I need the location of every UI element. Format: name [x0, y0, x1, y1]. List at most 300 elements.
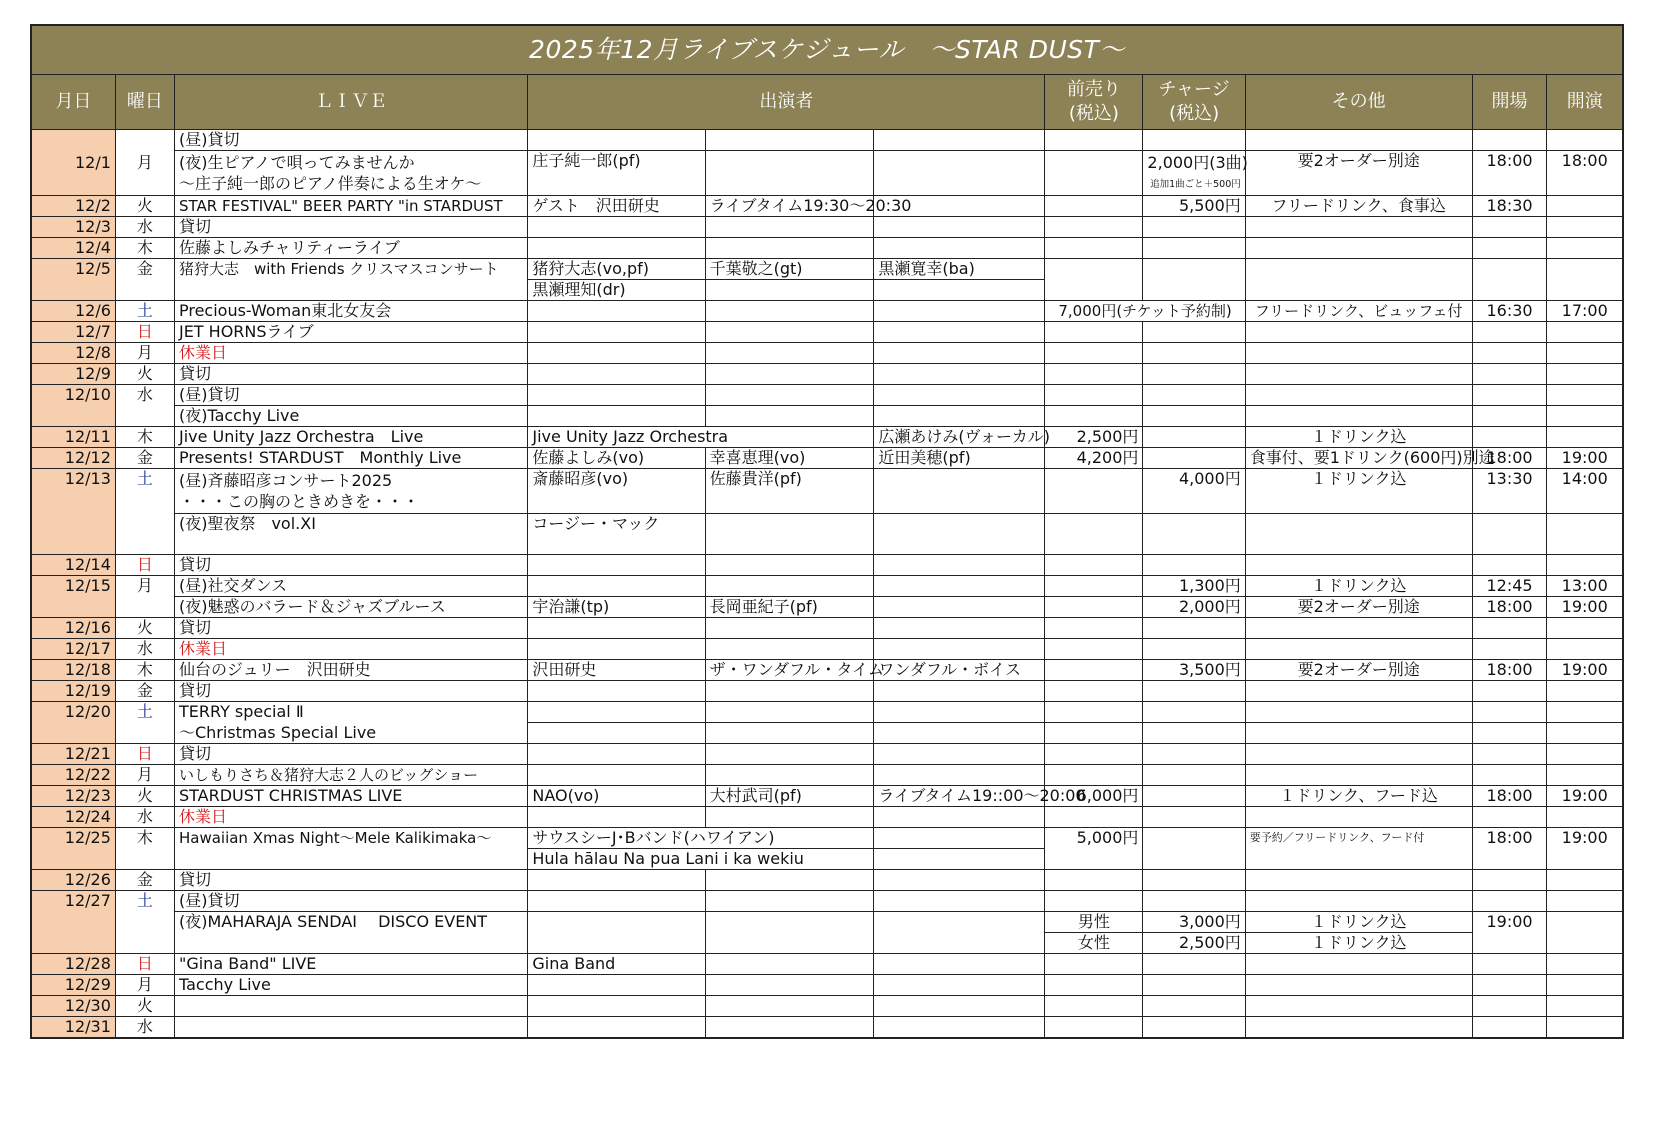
performer-cell: 長岡亜紀子(pf): [705, 597, 874, 618]
empty-cell: [874, 597, 1045, 618]
empty-cell: [1045, 996, 1143, 1017]
empty-cell: [1245, 891, 1472, 912]
weekday-cell: 金: [115, 448, 174, 469]
date-cell: 12/28: [31, 954, 115, 975]
performer-cell: 佐藤よしみ(vo): [528, 448, 705, 469]
date-cell: 12/8: [31, 343, 115, 364]
weekday-cell: 日: [115, 954, 174, 975]
doors-cell: 18:00: [1472, 597, 1547, 618]
empty-cell: [705, 954, 874, 975]
empty-cell: [1245, 514, 1472, 555]
empty-cell: [1045, 681, 1143, 702]
empty-cell: [528, 555, 705, 576]
empty-cell: [1547, 385, 1623, 406]
empty-cell: [874, 870, 1045, 891]
weekday-cell: 木: [115, 660, 174, 681]
empty-cell: [1143, 364, 1245, 385]
empty-cell: [1547, 702, 1623, 723]
date-cell: 12/9: [31, 364, 115, 385]
empty-cell: [528, 406, 705, 427]
empty-cell: [874, 385, 1045, 406]
weekday-cell: 金: [115, 681, 174, 702]
performer-cell: 近田美穂(pf): [874, 448, 1045, 469]
empty-cell: [874, 280, 1045, 301]
advance-cell: 5,000円: [1045, 828, 1143, 870]
empty-cell: [528, 681, 705, 702]
performer-cell: [705, 151, 874, 196]
empty-cell: [1547, 870, 1623, 891]
weekday-cell: 月: [115, 130, 174, 196]
empty-cell: [705, 576, 874, 597]
live-title: Tacchy Live: [174, 975, 527, 996]
live-title: 猪狩大志 with Friends クリスマスコンサート: [174, 259, 527, 301]
empty-cell: [1045, 597, 1143, 618]
empty-cell: [1143, 555, 1245, 576]
charge-cell: 5,500円: [1143, 196, 1245, 217]
empty-cell: [874, 996, 1045, 1017]
empty-cell: [705, 618, 874, 639]
price-cell: 7,000円(チケット予約制): [1045, 301, 1245, 322]
live-title: (昼)斉藤昭彦コンサート2025 ・・・この胸のときめきを・・・: [174, 469, 527, 514]
weekday-cell: 月: [115, 343, 174, 364]
start-cell: [1547, 130, 1623, 151]
empty-cell: [1045, 259, 1143, 301]
doors-cell: 12:45: [1472, 576, 1547, 597]
empty-cell: [1045, 555, 1143, 576]
doors-cell: 18:30: [1472, 196, 1547, 217]
empty-cell: [1472, 744, 1547, 765]
empty-cell: [1143, 259, 1245, 301]
empty-cell: [528, 301, 705, 322]
empty-cell: [528, 217, 705, 238]
other-cell: 要予約／フリードリンク、フード付: [1245, 828, 1472, 870]
live-title: 仙台のジュリー 沢田研史: [174, 660, 527, 681]
empty-cell: [528, 618, 705, 639]
empty-cell: [705, 744, 874, 765]
live-title: 貸切: [174, 364, 527, 385]
empty-cell: [1472, 343, 1547, 364]
date-cell: 12/14: [31, 555, 115, 576]
date-cell: 12/15: [31, 576, 115, 618]
empty-cell: [705, 702, 874, 723]
weekday-cell: 火: [115, 786, 174, 807]
advance-cell: [1045, 196, 1143, 217]
empty-cell: [705, 406, 874, 427]
other-cell: [1245, 130, 1472, 151]
start-cell: 13:00: [1547, 576, 1623, 597]
empty-cell: [528, 723, 705, 744]
empty-cell: [528, 912, 705, 954]
performer-cell: Hula hālau Na pua Lani i ka wekiu: [528, 849, 874, 870]
empty-cell: [874, 618, 1045, 639]
date-cell: 12/13: [31, 469, 115, 555]
empty-cell: [874, 891, 1045, 912]
weekday-cell: 木: [115, 238, 174, 259]
other-cell: 要2オーダー別途: [1245, 660, 1472, 681]
other-cell: １ドリンク込: [1245, 933, 1472, 954]
date-cell: 12/6: [31, 301, 115, 322]
live-title: (夜)聖夜祭 vol.XI: [174, 514, 527, 555]
charge-cell: 3,000円: [1143, 912, 1245, 933]
empty-cell: [1547, 1017, 1623, 1039]
empty-cell: [1245, 217, 1472, 238]
empty-cell: [874, 343, 1045, 364]
empty-cell: [1045, 217, 1143, 238]
advance-cell: 男性: [1045, 912, 1143, 933]
charge-note: 追加1曲ごと＋500円: [1150, 179, 1241, 190]
empty-cell: [1547, 343, 1623, 364]
date-cell: 12/3: [31, 217, 115, 238]
col-header-charge: チャージ (税込): [1143, 75, 1245, 130]
empty-cell: [874, 469, 1045, 514]
other-cell: 要2オーダー別途: [1245, 151, 1472, 196]
empty-cell: [528, 996, 705, 1017]
empty-cell: [874, 514, 1045, 555]
empty-cell: [1143, 639, 1245, 660]
empty-cell: [1245, 385, 1472, 406]
empty-cell: [1245, 954, 1472, 975]
weekday-cell: 火: [115, 364, 174, 385]
empty-cell: [1143, 427, 1245, 448]
empty-cell: [1045, 618, 1143, 639]
empty-cell: [1045, 469, 1143, 514]
empty-cell: [705, 322, 874, 343]
empty-cell: [1143, 891, 1245, 912]
empty-cell: [1472, 639, 1547, 660]
live-title: (昼)社交ダンス: [174, 576, 527, 597]
empty-cell: [874, 744, 1045, 765]
start-cell: 19:00: [1547, 660, 1623, 681]
empty-cell: [705, 555, 874, 576]
live-title: JET HORNSライブ: [174, 322, 527, 343]
empty-cell: [705, 723, 874, 744]
empty-cell: [1045, 765, 1143, 786]
empty-cell: [1143, 975, 1245, 996]
empty-cell: [705, 912, 874, 954]
empty-cell: [528, 1017, 705, 1039]
performer-cell: 宇治謙(tp): [528, 597, 705, 618]
empty-cell: [1143, 406, 1245, 427]
empty-cell: [1245, 681, 1472, 702]
empty-cell: [1547, 996, 1623, 1017]
performer-note: ライブタイム19::00～20:00: [874, 786, 1045, 807]
date-cell: 12/26: [31, 870, 115, 891]
weekday-cell: 土: [115, 469, 174, 555]
performer-cell: ザ・ワンダフル・タイム: [705, 660, 874, 681]
empty-cell: [1045, 723, 1143, 744]
empty-cell: [1143, 996, 1245, 1017]
empty-cell: [1245, 975, 1472, 996]
performer-cell: サウスシーJ･Bバンド(ハワイアン): [528, 828, 874, 849]
empty-cell: [705, 807, 874, 828]
empty-cell: [1245, 555, 1472, 576]
empty-cell: [1547, 975, 1623, 996]
live-title: (夜)魅惑のバラード＆ジャズブルース: [174, 597, 527, 618]
empty-cell: [1547, 406, 1623, 427]
empty-cell: [1045, 807, 1143, 828]
start-cell: 18:00: [1547, 151, 1623, 196]
other-cell: １ドリンク込: [1245, 912, 1472, 933]
empty-cell: [874, 217, 1045, 238]
col-header-start: 開演: [1547, 75, 1623, 130]
empty-cell: [1547, 217, 1623, 238]
other-cell: １ドリンク、フード込: [1245, 786, 1472, 807]
live-title: "Gina Band" LIVE: [174, 954, 527, 975]
empty-cell: [874, 406, 1045, 427]
empty-cell: [528, 891, 705, 912]
date-cell: 12/4: [31, 238, 115, 259]
live-title: (昼)貸切: [174, 385, 527, 406]
performer-cell: Gina Band: [528, 954, 705, 975]
charge-cell: 4,000円: [1143, 469, 1245, 514]
col-header-other: その他: [1245, 75, 1472, 130]
live-title: 貸切: [174, 870, 527, 891]
empty-cell: [1245, 322, 1472, 343]
empty-cell: [528, 322, 705, 343]
live-title: Jive Unity Jazz Orchestra Live: [174, 427, 527, 448]
empty-cell: [1547, 744, 1623, 765]
empty-cell: [1045, 406, 1143, 427]
empty-cell: [1045, 364, 1143, 385]
empty-cell: [874, 912, 1045, 954]
empty-cell: [1143, 385, 1245, 406]
empty-cell: [1045, 954, 1143, 975]
empty-cell: [1472, 1017, 1547, 1039]
empty-cell: [705, 765, 874, 786]
empty-cell: [528, 870, 705, 891]
empty-cell: [528, 807, 705, 828]
live-title: TERRY special Ⅱ: [174, 702, 527, 723]
empty-cell: [1472, 702, 1547, 723]
empty-cell: [1547, 427, 1623, 448]
empty-cell: [1143, 618, 1245, 639]
weekday-cell: 日: [115, 744, 174, 765]
live-title: (昼)貸切: [174, 130, 527, 151]
performer-cell: 幸喜恵理(vo): [705, 448, 874, 469]
date-cell: 12/5: [31, 259, 115, 301]
advance-cell: [1045, 151, 1143, 196]
empty-cell: [1143, 343, 1245, 364]
date-cell: 12/21: [31, 744, 115, 765]
empty-cell: [874, 702, 1045, 723]
date-cell: 12/12: [31, 448, 115, 469]
empty-cell: [1472, 427, 1547, 448]
empty-cell: [1045, 1017, 1143, 1039]
empty-cell: [1547, 618, 1623, 639]
col-header-advance: 前売り (税込): [1045, 75, 1143, 130]
empty-cell: [1143, 681, 1245, 702]
weekday-cell: 水: [115, 639, 174, 660]
empty-cell: [1143, 870, 1245, 891]
empty-cell: [705, 996, 874, 1017]
live-title: いしもりさち＆猪狩大志２人のビッグショー: [174, 765, 527, 786]
date-cell: 12/1: [31, 130, 115, 196]
performer-cell: 広瀬あけみ(ヴォーカル): [874, 427, 1045, 448]
empty-cell: [528, 343, 705, 364]
empty-cell: [1547, 364, 1623, 385]
live-title: 貸切: [174, 618, 527, 639]
empty-cell: [1245, 744, 1472, 765]
empty-cell: [1472, 681, 1547, 702]
live-title: Presents! STARDUST Monthly Live: [174, 448, 527, 469]
empty-cell: [1547, 681, 1623, 702]
performer-cell: 黒瀬寛幸(ba): [874, 259, 1045, 280]
empty-cell: [1143, 723, 1245, 744]
weekday-cell: 水: [115, 807, 174, 828]
date-cell: 12/31: [31, 1017, 115, 1039]
date-cell: 12/16: [31, 618, 115, 639]
performer-cell: 大村武司(pf): [705, 786, 874, 807]
weekday-cell: 金: [115, 870, 174, 891]
performer-cell: 庄子純一郎(pf): [528, 151, 705, 196]
weekday-cell: 土: [115, 301, 174, 322]
empty-cell: [1472, 765, 1547, 786]
empty-cell: [1143, 954, 1245, 975]
start-cell: 19:00: [1547, 828, 1623, 870]
performer-cell: 斎藤昭彦(vo): [528, 469, 705, 514]
empty-cell: [1472, 807, 1547, 828]
empty-cell: [1143, 238, 1245, 259]
charge-cell: 3,500円: [1143, 660, 1245, 681]
empty-cell: [1245, 765, 1472, 786]
performer-cell: 千葉敬之(gt): [705, 259, 874, 280]
empty-cell: [705, 514, 874, 555]
empty-cell: [1045, 322, 1143, 343]
empty-cell: [1547, 238, 1623, 259]
empty-cell: [874, 954, 1045, 975]
empty-cell: [705, 238, 874, 259]
advance-cell: 女性: [1045, 933, 1143, 954]
empty-cell: [1245, 238, 1472, 259]
empty-cell: [874, 639, 1045, 660]
empty-cell: [1143, 765, 1245, 786]
charge-cell: [1143, 130, 1245, 151]
empty-cell: [874, 723, 1045, 744]
doors-cell: 13:30: [1472, 469, 1547, 514]
date-cell: 12/25: [31, 828, 115, 870]
date-cell: 12/29: [31, 975, 115, 996]
empty-cell: [1547, 807, 1623, 828]
live-title: 貸切: [174, 217, 527, 238]
schedule-table: [30, 24, 1624, 1039]
empty-cell: [174, 1017, 527, 1039]
doors-cell: 18:00: [1472, 786, 1547, 807]
empty-cell: [874, 807, 1045, 828]
date-cell: 12/24: [31, 807, 115, 828]
empty-cell: [1045, 702, 1143, 723]
empty-cell: [874, 975, 1045, 996]
empty-cell: [1045, 870, 1143, 891]
weekday-cell: 月: [115, 576, 174, 618]
date-cell: 12/27: [31, 891, 115, 954]
doors-cell: 16:30: [1472, 301, 1547, 322]
advance-cell: 6,000円: [1045, 786, 1143, 807]
performer-cell: [528, 130, 705, 151]
performer-cell: 猪狩大志(vo,pf): [528, 259, 705, 280]
empty-cell: [528, 975, 705, 996]
date-cell: 12/17: [31, 639, 115, 660]
empty-cell: [1547, 912, 1623, 954]
empty-cell: [1472, 364, 1547, 385]
performer-cell: 沢田研史: [528, 660, 705, 681]
date-cell: 12/10: [31, 385, 115, 427]
empty-cell: [1143, 744, 1245, 765]
live-title: (昼)貸切: [174, 891, 527, 912]
empty-cell: [874, 828, 1045, 849]
col-header-doors: 開場: [1472, 75, 1547, 130]
empty-cell: [174, 996, 527, 1017]
empty-cell: [874, 765, 1045, 786]
empty-cell: [1045, 891, 1143, 912]
empty-cell: [528, 576, 705, 597]
empty-cell: [705, 385, 874, 406]
date-cell: 12/22: [31, 765, 115, 786]
start-cell: 14:00: [1547, 469, 1623, 514]
empty-cell: [1472, 217, 1547, 238]
other-cell: フリードリンク、ビュッフェ付: [1245, 301, 1472, 322]
live-title: STARDUST CHRISTMAS LIVE: [174, 786, 527, 807]
empty-cell: [1472, 385, 1547, 406]
doors-cell: 18:00: [1472, 828, 1547, 870]
empty-cell: [528, 385, 705, 406]
empty-cell: [874, 1017, 1045, 1039]
performer-cell: Jive Unity Jazz Orchestra: [528, 427, 874, 448]
empty-cell: [1547, 891, 1623, 912]
performer-cell: NAO(vo): [528, 786, 705, 807]
empty-cell: [1143, 786, 1245, 807]
col-header-date: 月日: [31, 75, 115, 130]
live-title: 休業日: [174, 343, 527, 364]
empty-cell: [1547, 514, 1623, 555]
empty-cell: [1045, 385, 1143, 406]
empty-cell: [528, 639, 705, 660]
empty-cell: [1547, 639, 1623, 660]
empty-cell: [1547, 555, 1623, 576]
empty-cell: [528, 765, 705, 786]
empty-cell: [1245, 1017, 1472, 1039]
empty-cell: [1472, 723, 1547, 744]
start-cell: 17:00: [1547, 301, 1623, 322]
empty-cell: [705, 870, 874, 891]
other-cell: １ドリンク込: [1245, 427, 1472, 448]
live-title: 貸切: [174, 681, 527, 702]
start-cell: 19:00: [1547, 786, 1623, 807]
empty-cell: [1143, 1017, 1245, 1039]
empty-cell: [1547, 259, 1623, 301]
empty-cell: [705, 681, 874, 702]
empty-cell: [874, 238, 1045, 259]
empty-cell: [1472, 870, 1547, 891]
empty-cell: [874, 576, 1045, 597]
empty-cell: [874, 301, 1045, 322]
empty-cell: [1547, 723, 1623, 744]
empty-cell: [1045, 238, 1143, 259]
other-cell: １ドリンク込: [1245, 576, 1472, 597]
doors-cell: 18:00: [1472, 151, 1547, 196]
doors-cell: 19:00: [1472, 912, 1547, 954]
performer-cell: コージー・マック: [528, 514, 705, 555]
live-title: Precious-Woman東北女友会: [174, 301, 527, 322]
empty-cell: [705, 975, 874, 996]
empty-cell: [1045, 975, 1143, 996]
date-cell: 12/11: [31, 427, 115, 448]
weekday-cell: 火: [115, 196, 174, 217]
empty-cell: [1547, 322, 1623, 343]
empty-cell: [1045, 514, 1143, 555]
empty-cell: [705, 891, 874, 912]
live-title: 休業日: [174, 807, 527, 828]
empty-cell: [1143, 514, 1245, 555]
